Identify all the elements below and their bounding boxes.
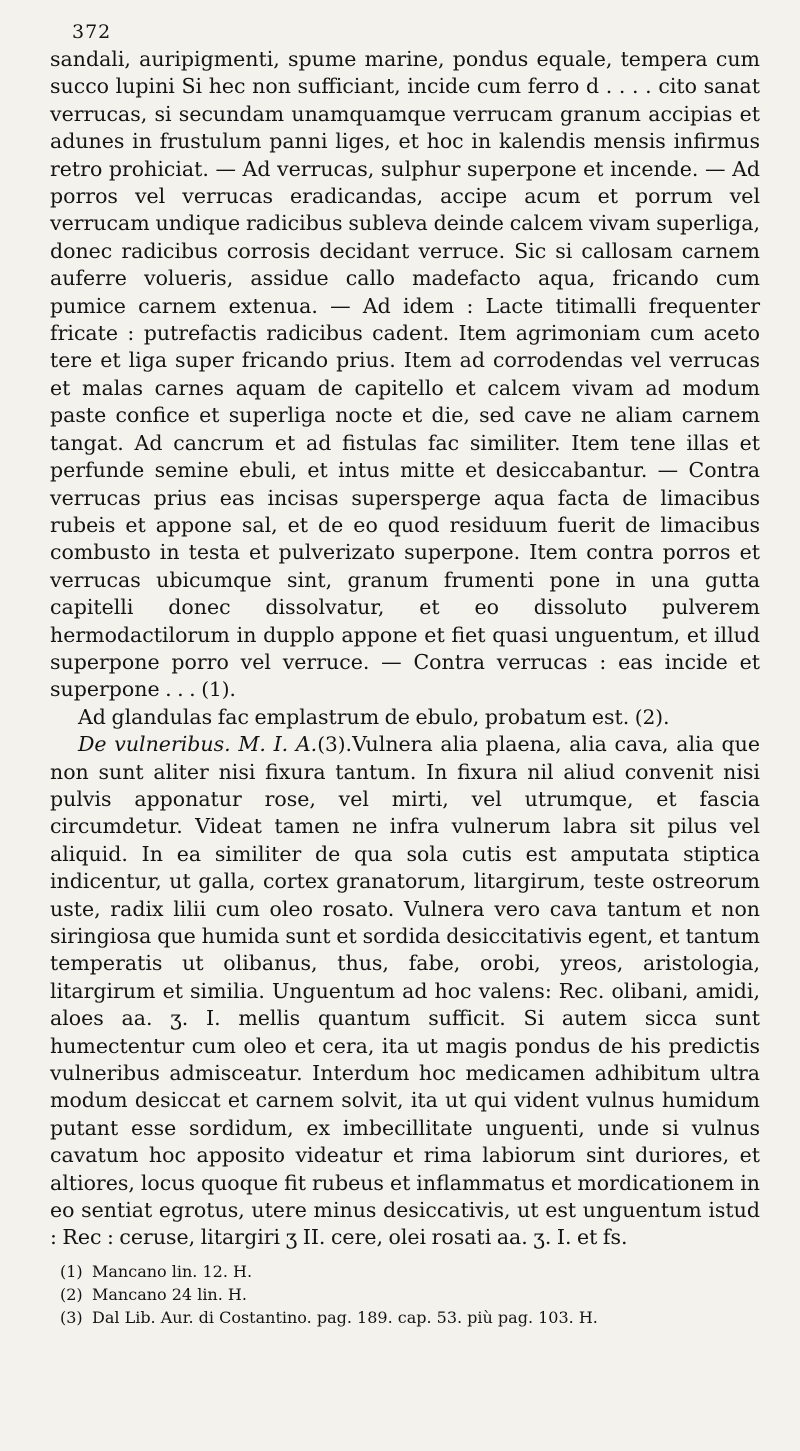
paragraph-text: .Vulnera alia plaena, alia cava, alia que non sunt aliter nisi fixura tantum. In fixura nil aliud convenit nisi pulvis apponatur rose, vel mirti, vel utrumque, et fascia circumdetur. Videat tamen ne infra vulnerum labra sit pilus vel aliquid. In ea similiter de qua sola cutis est amputata stiptica indicentur, ut galla, cortex granatorum, litargirum, teste ostreorum uste, radix lilii cum oleo rosato. Vulnera vero cava tantum et non siringiosa que humida sunt et sordida desiccitativis egent, et tantum temperatis ut olibanus, thus, fabe, orobi, yreos, aristologia, litargirum et similia. Unguentum ad hoc valens: Rec. olibani, amidi, aloes aa. ʒ. I. mellis quantum sufficit. Si autem sicca sunt humectentur cum oleo et cera, ita ut magis pondus de his predictis vulneribus admisceatur. Interdum hoc medicamen adhibitum ultra modum desiccat et carnem solvit, ita ut qui vident vulnus humidum putant esse sordidum, ex imbecillitate unguenti, unde si vulnus cavatum hoc apposito videatur et rima labiorum sint duriores, et altiores, locus quoque fit rubeus et inflammatus et mordicationem in eo sentiat egrotus, utere minus desiccativis, ut est unguentum istud : Rec : ceruse, litargiri ʒ II. cere, olei rosati aa. ʒ. I. et fs. (50, 732, 760, 1250)
paragraph-vulneribus (50, 731, 760, 1252)
paragraph-text: sandali, auripigmenti, spume marine, pondus equale, tempera cum succo lupini Si hec non sufficiant, incide cum ferro d . . . . cito sanat verrucas, si secundam unamquamque verrucam granum accipias et adunes in frustulum panni liges, et hoc in kalendis mensis infirmus retro prohiciat. — Ad verrucas, sulphur superpone et incende. — Ad porros vel verrucas eradicandas, accipe acum et porrum vel verrucam undique radicibus subleva deinde calcem vivam superliga, donec radicibus corrosis decidant verruce. Sic si callosam carnem auferre volueris, assidue callo madefacto aqua, fricando cum pumice carnem extenua. — Ad idem : Lacte titimalli frequenter fricate : putrefactis radicibus cadent. Item agrimoniam cum aceto tere et liga super fricando prius. Item ad corrodendas vel verrucas et malas carnes aquam de capitello et calcem vivam ad modum paste confice et superliga nocte et die, sed cave ne aliam carnem tangat. Ad cancrum et ad fistulas fac similiter. Item tene illas et perfunde semine ebuli, et intus mitte et desiccabantur. — Contra verrucas prius eas incisas supersperge aqua facta de limacibus rubeis et appone sal, et de eo quod residuum fuerit de limacibus combusto in testa et pulverizato superpone. Item contra porros et verrucas ubicumque sint, granum frumenti pone in una gutta capitelli donec dissolvatur, et eo dissoluto pulverem hermodactilorum in dupplo appone et fiet quasi unguentum, et illud superpone porro vel verruce. — Contra verrucas : eas incide et superpone . . . (50, 47, 760, 702)
footnote-ref-1: (1). (201, 677, 236, 702)
section-heading: De vulneribus. M. I. A. (78, 732, 318, 757)
footnote-ref-2: (2). (634, 704, 670, 729)
footnote-3 (60, 1306, 760, 1329)
footnote-label: (1) (60, 1261, 83, 1281)
paragraph-text: Ad glandulas fac emplastrum de ebulo, probatum est. (78, 704, 635, 729)
footnote-label: (2) (60, 1284, 83, 1304)
paragraph-glandulas (50, 704, 760, 731)
body-text (50, 46, 760, 1252)
footnote-text: Mancano 24 lin. H. (92, 1284, 247, 1304)
footnote-ref-3: (3) (317, 732, 346, 757)
footnote-1 (60, 1260, 760, 1283)
footnote-text: Dal Lib. Aur. di Costantino. pag. 189. cap. 53. più pag. 103. H. (92, 1307, 598, 1327)
page-number: 372 (72, 21, 112, 43)
footnote-2 (60, 1283, 760, 1306)
paragraph-verrucas (50, 46, 760, 704)
footnotes (50, 1260, 760, 1329)
footnote-label: (3) (60, 1307, 83, 1327)
footnote-text: Mancano lin. 12. H. (92, 1261, 253, 1281)
